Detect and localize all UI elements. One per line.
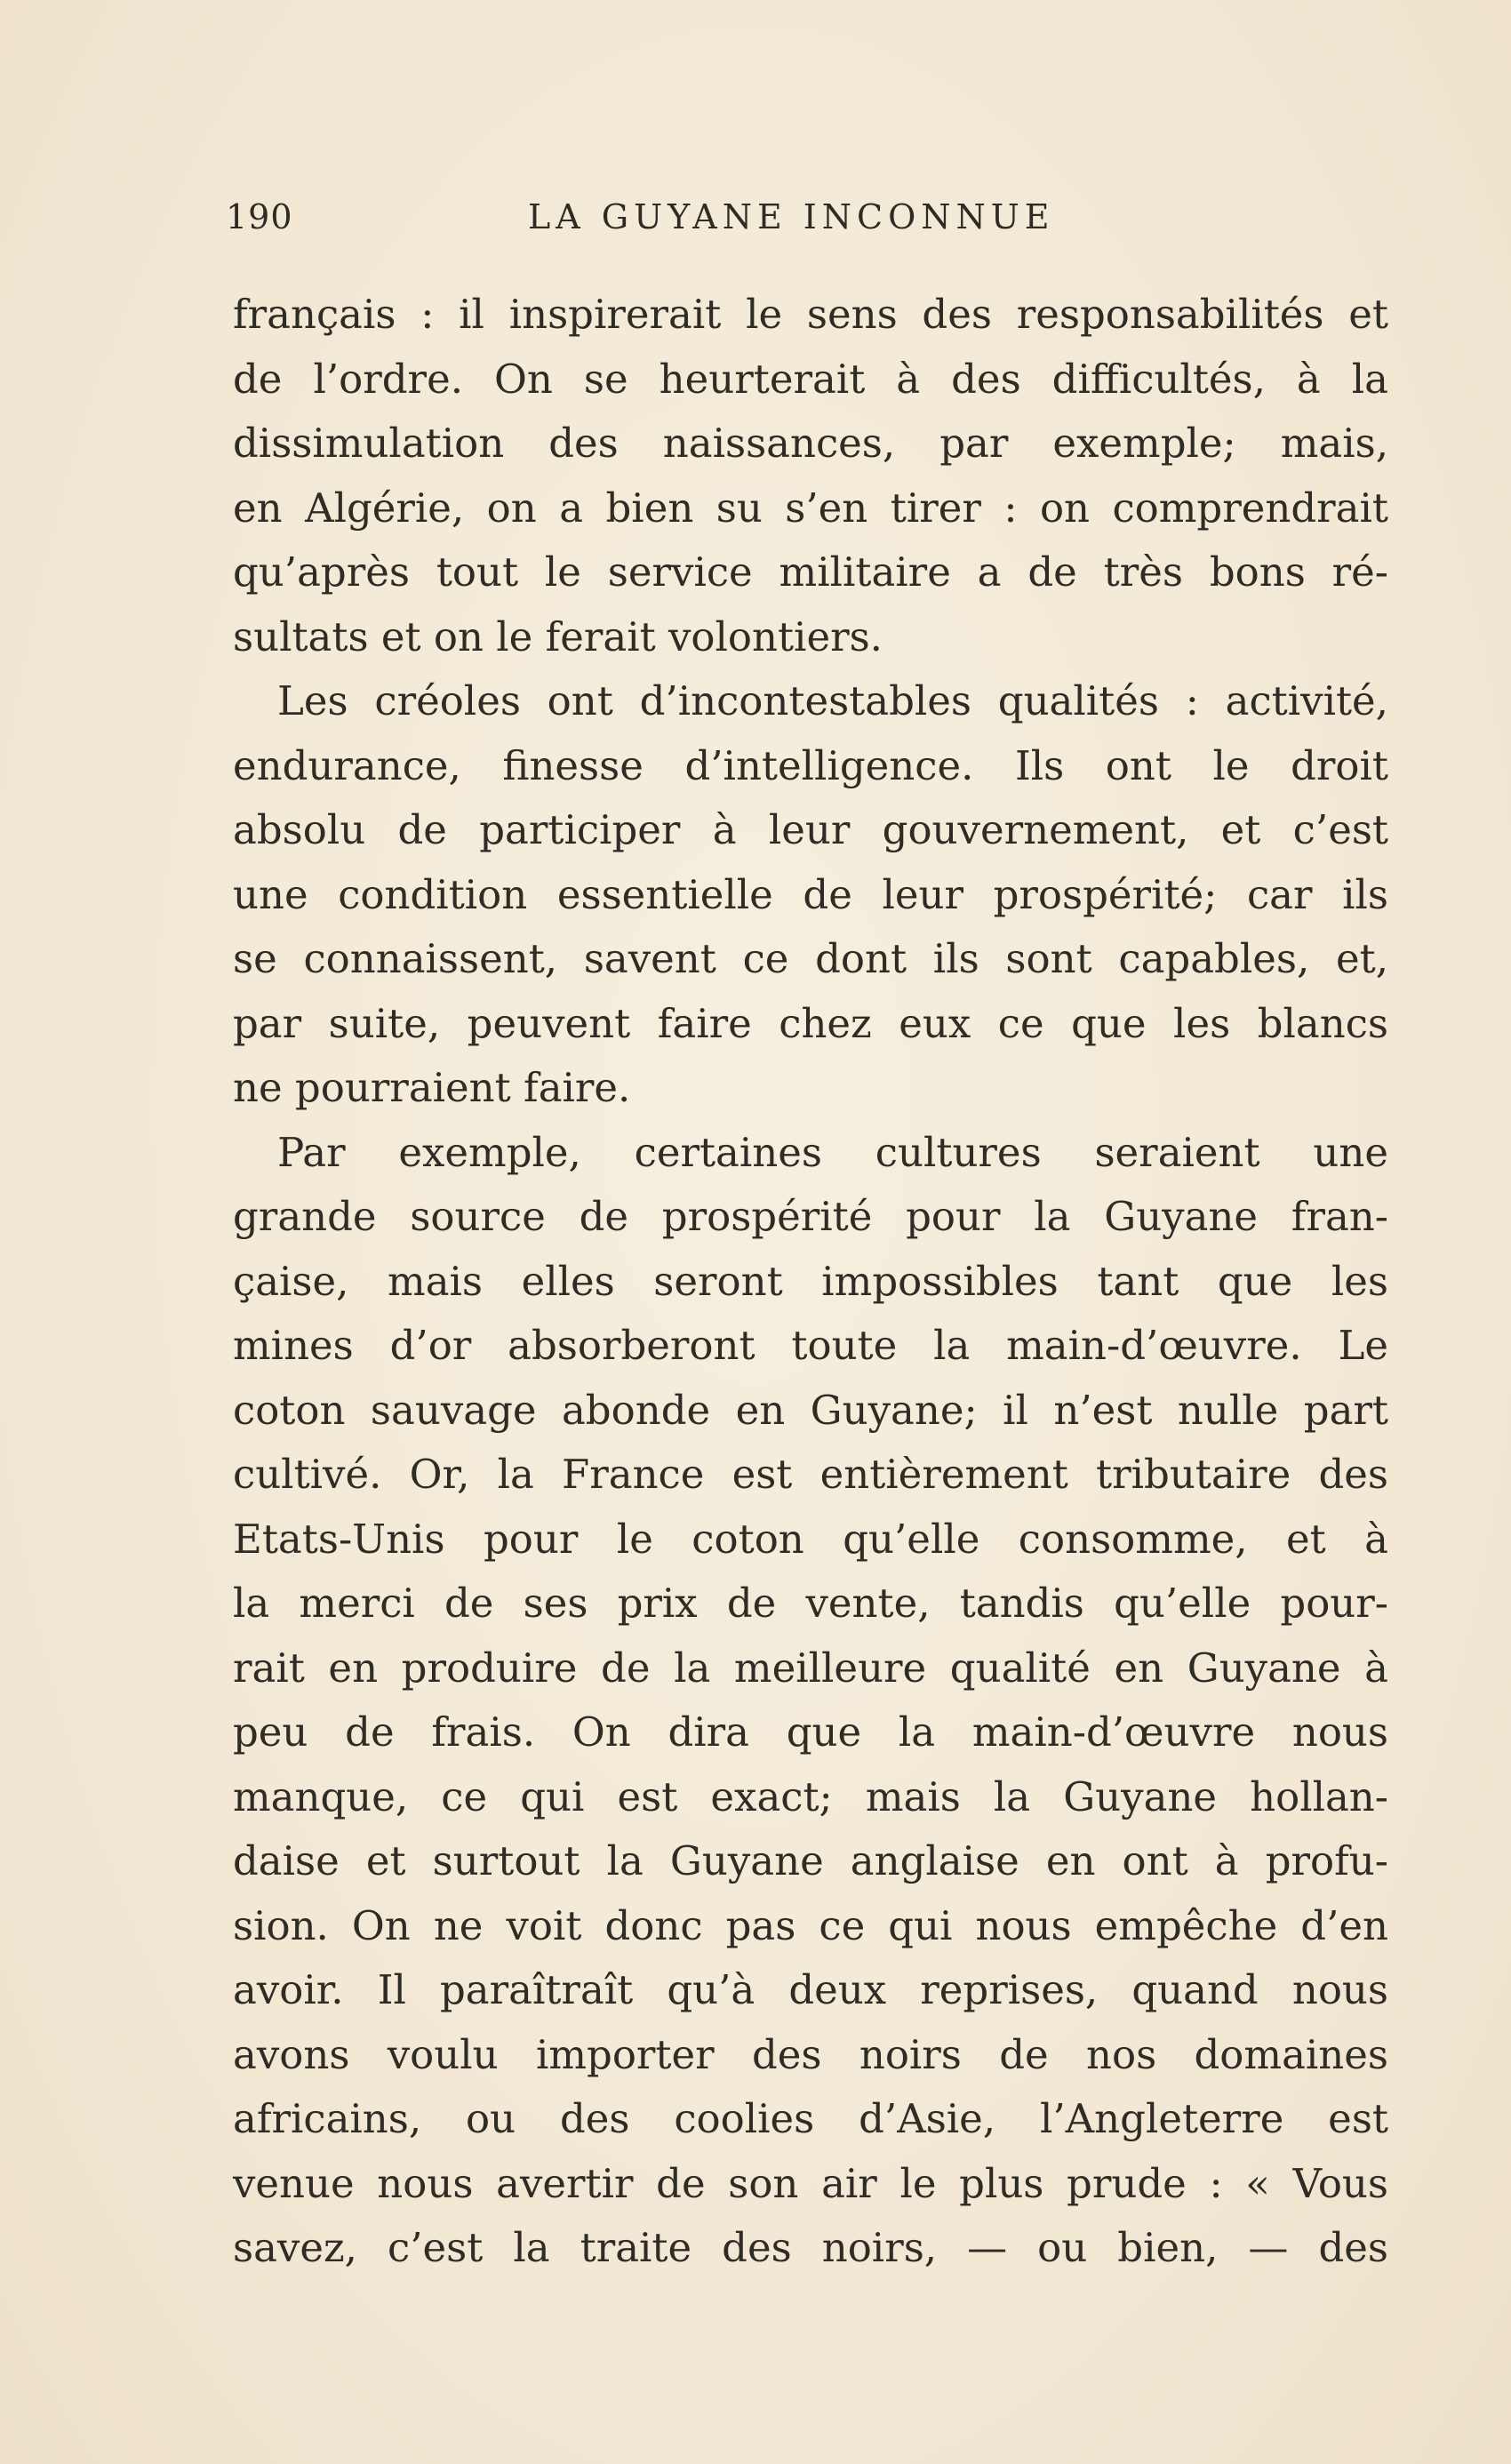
text-line: grande source de prospérité pour la Guyane fran-	[233, 1193, 1388, 1240]
text-line: mines d’or absorberont toute la main-d’œuvre. Le	[233, 1322, 1388, 1369]
text-line: sultats et on le ferait volontiers.	[233, 612, 883, 660]
text-line: peu de frais. On dira que la main-d’œuvre nous	[233, 1708, 1388, 1756]
text-line: français : il inspirerait le sens des responsabilités et	[233, 291, 1388, 338]
text-line: Les créoles ont d’incontestables qualités : activité,	[277, 677, 1388, 724]
text-line: par suite, peuvent faire chez eux ce que les blancs	[233, 999, 1388, 1047]
text-line: endurance, finesse d’intelligence. Ils ont le droit	[233, 741, 1388, 789]
page-number: 190	[226, 197, 293, 236]
text-line: çaise, mais elles seront impossibles tant que les	[233, 1257, 1388, 1305]
text-line: se connaissent, savent ce dont ils sont capables, et,	[233, 935, 1388, 982]
text-line: de l’ordre. On se heurterait à des difficultés, à la	[233, 355, 1388, 403]
text-line: daise et surtout la Guyane anglaise en ont à profu-	[233, 1837, 1388, 1884]
text-line: absolu de participer à leur gouvernement, et c’est	[233, 806, 1388, 853]
text-line: la merci de ses prix de vente, tandis qu’elle pour-	[233, 1580, 1388, 1627]
page-header	[226, 197, 1390, 251]
text-line: rait en produire de la meilleure qualité en Guyane à	[233, 1644, 1388, 1692]
text-line: cultivé. Or, la France est entièrement tributaire des	[233, 1451, 1388, 1498]
text-line: une condition essentielle de leur prospérité; car ils	[233, 870, 1388, 918]
text-line: savez, c’est la traite des noirs, — ou bien, — des	[233, 2224, 1388, 2271]
text-line: qu’après tout le service militaire a de très bons ré-	[233, 548, 1388, 596]
text-line: africains, ou des coolies d’Asie, l’Angleterre est	[233, 2095, 1388, 2142]
text-line: dissimulation des naissances, par exemple; mais,	[233, 420, 1388, 467]
running-title: LA GUYANE INCONNUE	[528, 197, 1055, 236]
text-line: sion. On ne voit donc pas ce qui nous empêche d’en	[233, 1901, 1388, 1949]
text-line: en Algérie, on a bien su s’en tirer : on comprendrait	[233, 484, 1388, 532]
text-line: coton sauvage abonde en Guyane; il n’est nulle part	[233, 1386, 1388, 1434]
text-line: manque, ce qui est exact; mais la Guyane hollan-	[233, 1772, 1388, 1820]
text-line: avoir. Il paraîtraît qu’à deux reprises, quand nous	[233, 1966, 1388, 2013]
text-line: avons voulu importer des noirs de nos domaines	[233, 2030, 1388, 2078]
text-line: Etats-Unis pour le coton qu’elle consomme, et à	[233, 1515, 1388, 1563]
text-line: Par exemple, certaines cultures seraient une	[277, 1128, 1388, 1176]
body-text	[233, 283, 1388, 2281]
text-line: ne pourraient faire.	[233, 1064, 631, 1111]
text-line: venue nous avertir de son air le plus prude : « Vous	[233, 2159, 1388, 2207]
